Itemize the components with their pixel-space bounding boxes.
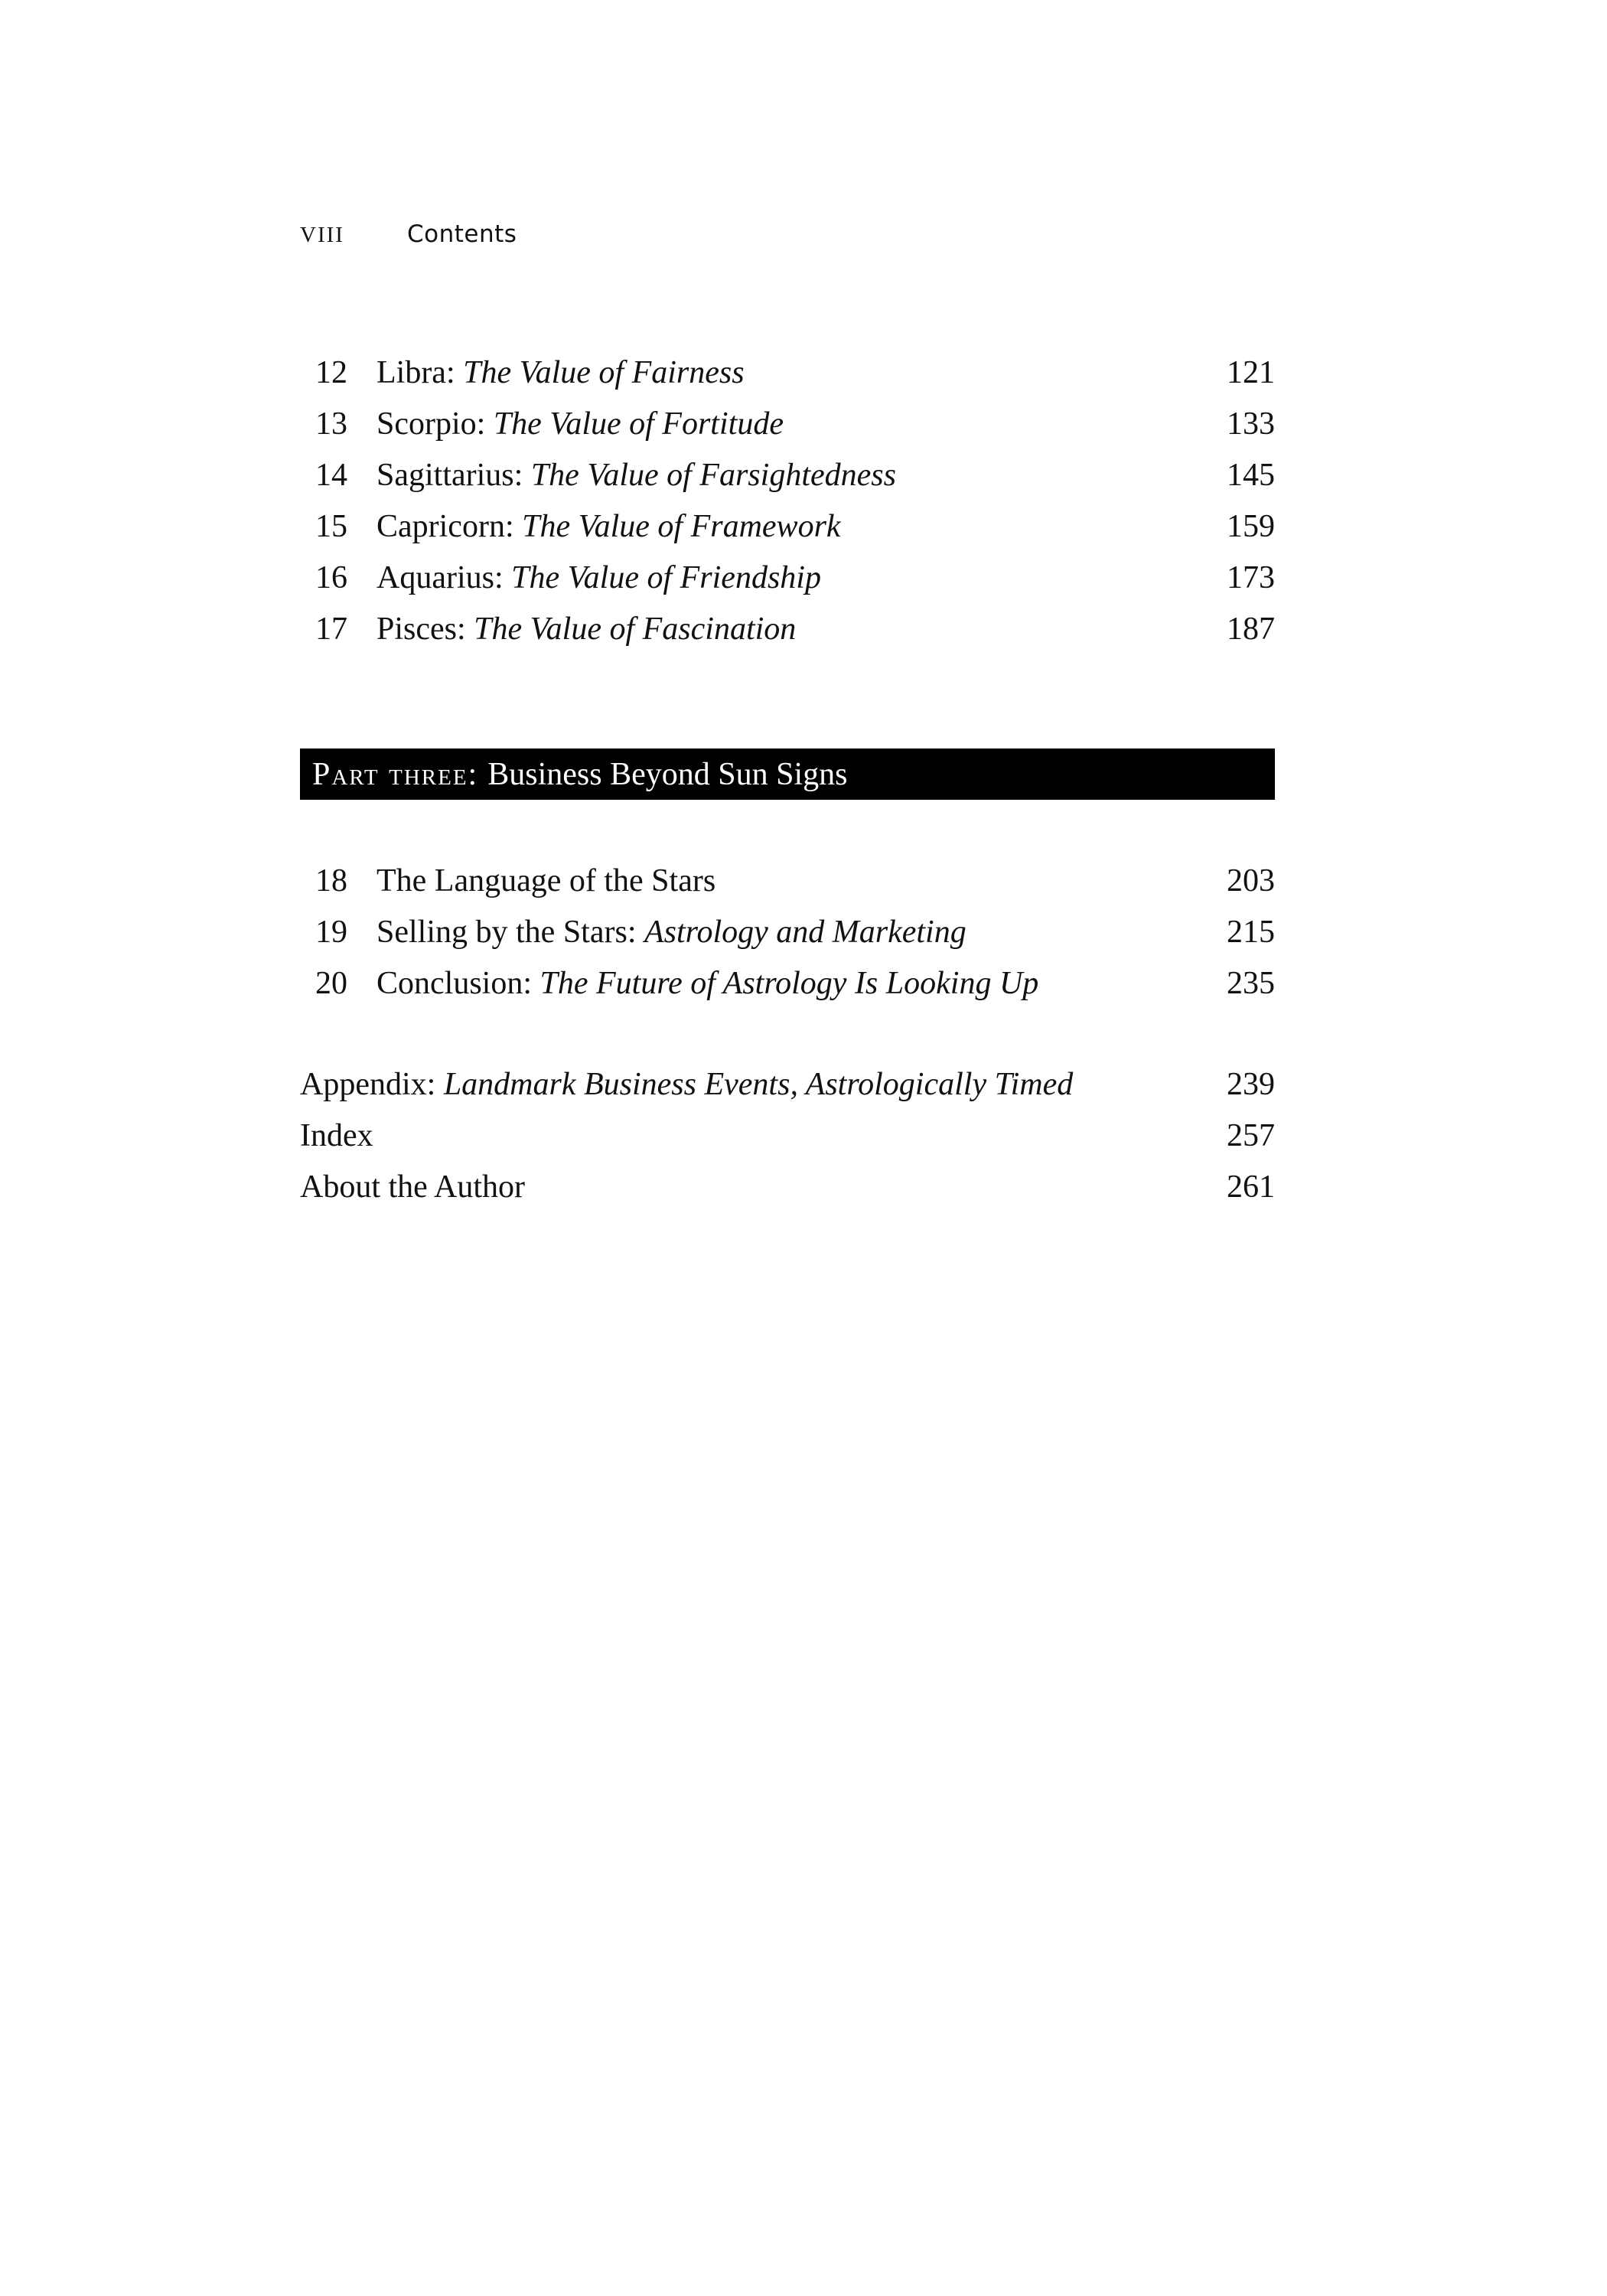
chapter-title: Capricorn: The Value of Framework bbox=[376, 509, 841, 544]
toc-entry-18[interactable] bbox=[300, 856, 1275, 907]
page-number: 235 bbox=[1227, 966, 1275, 1001]
toc-entry-13[interactable] bbox=[300, 399, 1275, 450]
chapter-subtitle: Astrology and Marketing bbox=[644, 915, 966, 950]
toc-entry-appendix[interactable] bbox=[300, 1059, 1275, 1110]
page-number: 133 bbox=[1227, 406, 1275, 442]
toc-entry-16[interactable] bbox=[300, 553, 1275, 604]
chapter-number: 18 bbox=[315, 863, 347, 899]
chapter-title: Aquarius: The Value of Friendship bbox=[376, 560, 821, 595]
toc-entry-index[interactable] bbox=[300, 1110, 1275, 1162]
page-number: 215 bbox=[1227, 915, 1275, 950]
part-three-heading bbox=[300, 748, 1275, 800]
page-number: 203 bbox=[1227, 863, 1275, 899]
page-folio: VIII bbox=[300, 223, 344, 247]
chapter-number: 20 bbox=[315, 966, 347, 1001]
part-label: Part three: bbox=[312, 756, 479, 792]
chapter-title: Selling by the Stars: Astrology and Marketing bbox=[376, 915, 966, 950]
chapter-subtitle: The Value of Farsightedness bbox=[530, 458, 896, 493]
running-head bbox=[300, 220, 517, 257]
toc-back-matter bbox=[300, 1059, 1275, 1213]
page-number: 239 bbox=[1227, 1067, 1275, 1102]
page-number: 121 bbox=[1227, 355, 1275, 390]
back-matter-subtitle: Landmark Business Events, Astrologically Timed bbox=[443, 1067, 1074, 1102]
chapter-subtitle: The Value of Fortitude bbox=[493, 406, 784, 442]
toc-entry-14[interactable] bbox=[300, 450, 1275, 501]
chapter-title: Conclusion: The Future of Astrology Is Looking Up bbox=[376, 966, 1039, 1001]
toc-entry-about-author[interactable] bbox=[300, 1162, 1275, 1213]
chapter-number: 16 bbox=[315, 560, 347, 595]
toc-entry-17[interactable] bbox=[300, 604, 1275, 655]
back-matter-title: Appendix: Landmark Business Events, Astrologically Timed bbox=[300, 1067, 1074, 1102]
chapter-subtitle: The Value of Framework bbox=[522, 509, 841, 544]
toc-part-three-list bbox=[300, 856, 1275, 1009]
toc-entry-15[interactable] bbox=[300, 501, 1275, 553]
running-title: Contents bbox=[407, 220, 517, 248]
chapter-title: Libra: The Value of Fairness bbox=[376, 355, 745, 390]
toc-entry-12[interactable] bbox=[300, 347, 1275, 399]
chapter-number: 17 bbox=[315, 612, 347, 647]
page-number: 173 bbox=[1227, 560, 1275, 595]
page-number: 187 bbox=[1227, 612, 1275, 647]
toc-entry-19[interactable] bbox=[300, 907, 1275, 958]
toc-part-two-list bbox=[300, 347, 1275, 655]
chapter-title: Pisces: The Value of Fascination bbox=[376, 612, 797, 647]
chapter-subtitle: The Value of Fascination bbox=[474, 612, 797, 647]
page-number: 257 bbox=[1227, 1118, 1275, 1153]
page-number: 145 bbox=[1227, 458, 1275, 493]
chapter-subtitle: The Value of Fairness bbox=[463, 355, 745, 390]
chapter-subtitle: The Value of Friendship bbox=[511, 560, 821, 595]
chapter-number: 12 bbox=[315, 355, 347, 390]
toc-entry-20[interactable] bbox=[300, 958, 1275, 1009]
chapter-number: 14 bbox=[315, 458, 347, 493]
chapter-title: Sagittarius: The Value of Farsightedness bbox=[376, 458, 896, 493]
back-matter-title: About the Author bbox=[300, 1169, 525, 1205]
page-number: 261 bbox=[1227, 1169, 1275, 1205]
chapter-number: 19 bbox=[315, 915, 347, 950]
chapter-title: The Language of the Stars bbox=[376, 863, 716, 899]
chapter-title: Scorpio: The Value of Fortitude bbox=[376, 406, 784, 442]
part-title: Business Beyond Sun Signs bbox=[487, 756, 848, 792]
back-matter-title: Index bbox=[300, 1118, 373, 1153]
page-number: 159 bbox=[1227, 509, 1275, 544]
chapter-number: 15 bbox=[315, 509, 347, 544]
chapter-subtitle: The Future of Astrology Is Looking Up bbox=[539, 966, 1039, 1001]
chapter-number: 13 bbox=[315, 406, 347, 442]
